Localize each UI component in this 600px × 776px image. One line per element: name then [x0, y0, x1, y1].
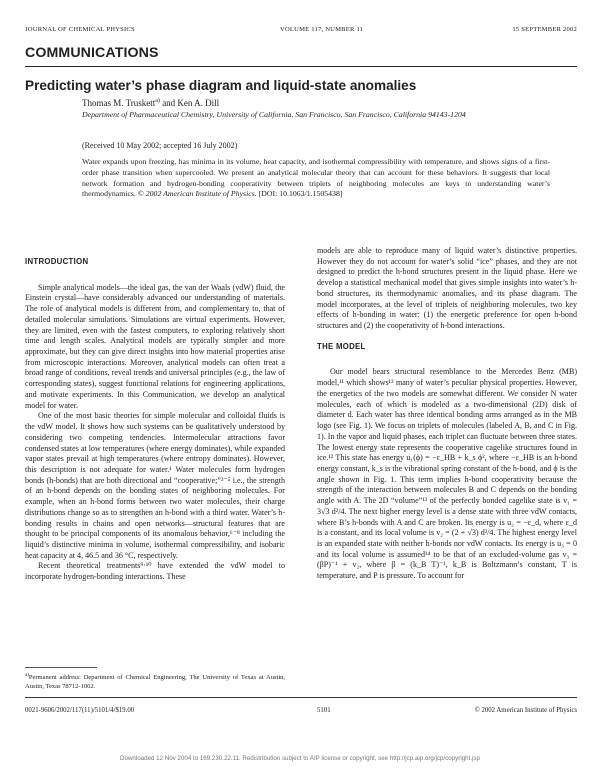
footnote-rule — [25, 667, 97, 668]
article-code: 0021-9606/2002/117(11)/5101/4/$19.00 — [25, 707, 135, 714]
body-paragraph: Simple analytical models—the ideal gas, the van der Waals (vdW) fluid, the Einstein crystal—have considerably advanced our understanding of materials. The role of analytical models is different from, and complementary to, that of detailed molecular simulations. Simulations are virtual experiments. However, they are limited, even with the fastest computers, to exploring relatively short time and length scales. Analytical models are typically simpler and more approximate, but they can give direct insights into how material properties arise from microscopic interactions. Moreover, analytical models can often treat a broad range of conditions, reveal trends and universal principles (e.g., the law of corresponding states), suggest functional relations for engineering applications, and motivate experiments. In this Communication, we develop an analytical model for water. — [25, 282, 285, 410]
body-paragraph: models are able to reproduce many of liquid water’s distinctive properties. However they do not account for water’s solid “ice” phases, and they are not designed to predict the h-bond structures present in the liquid phase. Here we develop a statistical mechanical model that gives simple insights into water’s h-bond structures, its thermodynamic anomalies, and its phase diagram. The model incorporates, at the level of triplets of neighboring molecules, two key effects of h-bonding in water: (1) the energetic preference for open h-bond structures and (2) the cooperativity of h-bond interactions. — [317, 246, 577, 331]
footer-rule — [25, 697, 577, 698]
body-paragraph: One of the most basic theories for simple molecular and colloidal fluids is the vdW model. It shows how such systems can be qualitatively understood by considering two competing tendencies. Intermolecular attractions favor condensed states at low temperatures (where energy dominates), while expanded vapor states prevail at high temperatures (where entropy dominates). However, this description is not adequate for water.¹ Water molecules form hydrogen bonds (h-bonds) that are both directional and “cooperative;”²⁻⁵ i.e., the strength of an h-bond depends on the bonding states of neighboring molecules. For example, when an h-bond forms between two water molecules, their charge distributions change so as to strengthen an h-bond with a third water. Water’s h-bonding results in chains and open networks—structural features that are thought to be principal components of its anomalous behavior,⁶⁻⁸ including the liquid’s distinctive minima in volume, isothermal compressibility, and isobaric heat capacity at 4, 46.5 and 36 °C, respectively. — [25, 411, 285, 560]
body-paragraph: Recent theoretical treatments⁹·¹⁰ have extended the vdW model to incorporate hydrogen-bonding interactions. These — [25, 561, 285, 582]
affiliation: Department of Pharmaceutical Chemistry, University of California, San Francisco, San Francisco, California 94143-1204 — [82, 110, 466, 119]
issue-date: 15 SEPTEMBER 2002 — [512, 26, 577, 33]
right-column — [317, 246, 577, 582]
left-column — [25, 247, 285, 583]
download-notice: Downloaded 12 Nov 2004 to 169.230.22.11. Redistribution subject to AIP license or copyright, see http://jcp.aip.org/jcp/copyright.jsp — [120, 755, 480, 762]
footnote-text: Permanent address: Department of Chemical Engineering, The University of Texas at Austin, Austin, Texas 78712-1062. — [25, 674, 285, 690]
page-number: 5101 — [317, 707, 331, 714]
abstract — [82, 157, 550, 200]
received-dates: (Received 10 May 2002; accepted 16 July 2002) — [82, 141, 238, 150]
author-name: and Ken A. Dill — [159, 98, 220, 108]
journal-name: JOURNAL OF CHEMICAL PHYSICS — [25, 26, 135, 33]
section-heading-model: THE MODEL — [317, 341, 366, 351]
article-title: Predicting water’s phase diagram and liquid-state anomalies — [25, 78, 417, 93]
section-label: COMMUNICATIONS — [25, 45, 159, 61]
doi: [DOI: 10.1063/1.1505438] — [256, 189, 343, 199]
author-line — [82, 98, 219, 108]
section-rule — [25, 66, 577, 67]
abstract-copyright: © 2002 American Institute of Physics. — [135, 189, 257, 199]
author-name: Thomas M. Truskett — [82, 98, 156, 108]
body-paragraph: Our model bears structural resemblance to the Mercedes Benz (MB) model,¹¹ which shows¹² many of water’s peculiar physical properties. However, the energetics of the two models are somewhat different. We consider N water molecules, each of which is modeled as a two-dimensional (2D) disk of diameter d. Each water has three identical bonding arms arranged as in the MB logo (see Fig. 1). We focus on triplets of molecules (labeled A, B, and C in Fig. 1). In the vapor and liquid phases, each triplet can fluctuate between three states. The lowest energy state represents the cooperative cagelike structures found in ice.¹² This state has energy u₁(ϕ) = −ε_HB + k_s ϕ², where −ε_HB is an h-bond energy constant, k_s is the vibrational spring constant of the h-bond, and ϕ is the angle shown in Fig. 1. This term implies h-bond cooperativity because the strength of the interaction between molecules B and C depends on the bonding angle with A. The 2D “volume”¹³ of the perfectly bonded cagelike state is v₁ = 3√3 d²/4. The next higher energy level is a dense state with three vdW contacts, where B’s h-bonds with A and C are broken. Its energy is u₂ = −ε_d, where ε_d is a constant, and its local volume is v₂ = (2 + √3) d²/4. The highest energy level is an expanded state with neither h-bonds nor vdW contacts. Its energy is u₃ = 0 and its local volume is assumed¹⁴ to be that of an excluded-volume gas v₃ = (βP)⁻¹ + v₂, where β = (k_B T)⁻¹, k_B is Boltzmann’s constant, T is temperature, and P is pressure. To account for — [317, 367, 577, 581]
footnote — [25, 672, 285, 691]
volume-number: VOLUME 117, NUMBER 11 — [280, 26, 364, 33]
footnote-mark: a) — [25, 673, 29, 678]
section-heading-introduction: INTRODUCTION — [25, 257, 89, 266]
footer-copyright: © 2002 American Institute of Physics — [474, 707, 577, 714]
author-footnote-mark: a) — [155, 98, 160, 104]
abstract-text: Water expands upon freezing, has minima in its volume, heat capacity, and isothermal compressibility with temperature, and shows signs of a first-order phase transition when supercooled. We present an analytical molecular theory that can account for these behaviors. It suggests that local network formation and hydrogen-bonding cooperativity between triplets of neighboring molecules are keys to understanding water’s thermodynamics. — [82, 157, 550, 199]
